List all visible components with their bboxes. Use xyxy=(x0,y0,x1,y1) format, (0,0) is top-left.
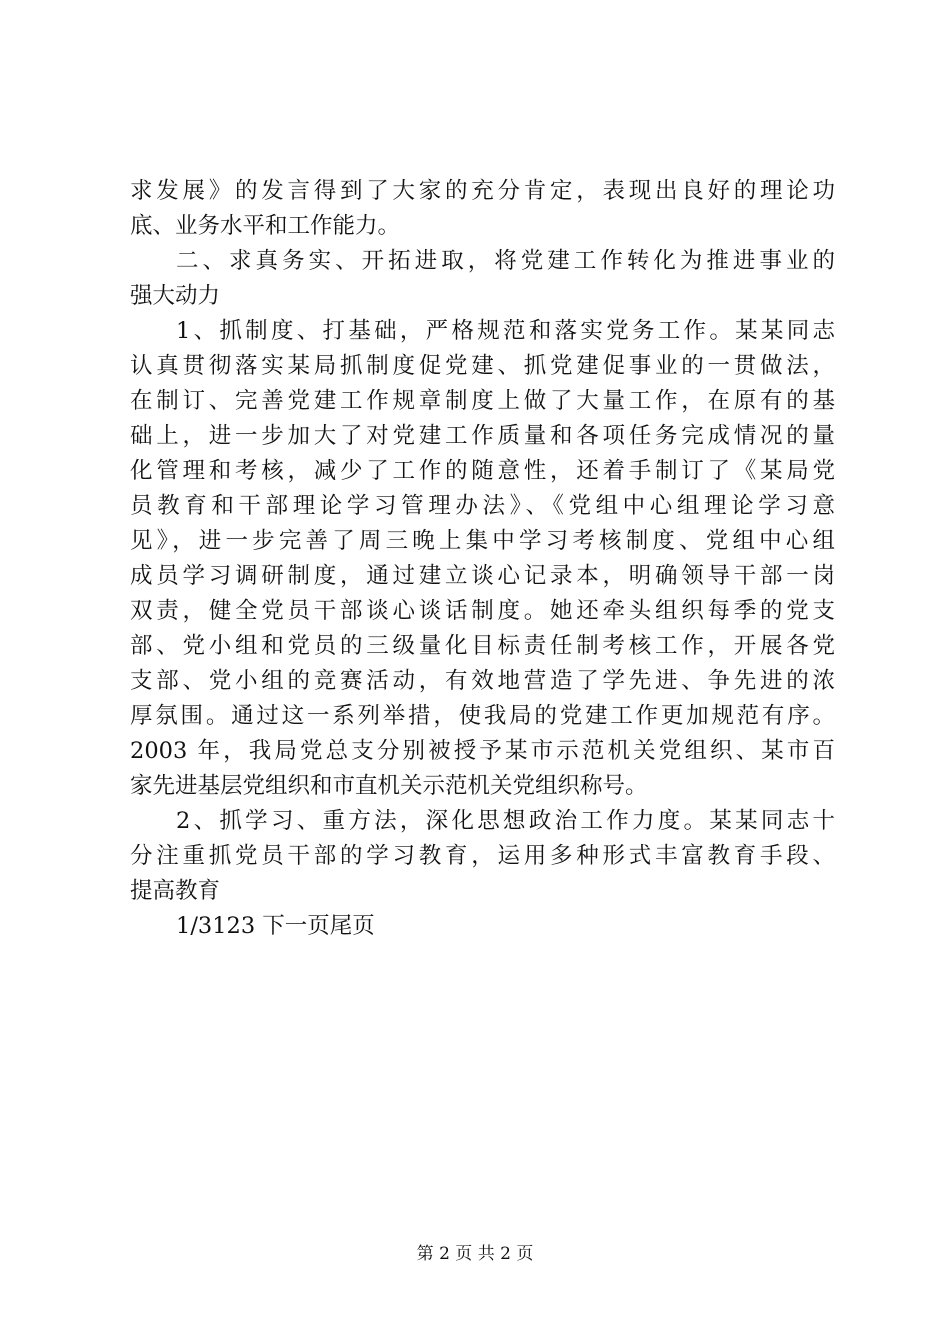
text-line: 部、党小组和党员的三级量化目标责任制考核工作，开展各党 xyxy=(130,633,835,659)
page-footer: 第 2 页 共 2 页 xyxy=(416,1244,534,1264)
text-line: 化管理和考核，减少了工作的随意性，还着手制订了《某局党 xyxy=(130,458,835,484)
text-line: 支部、党小组的竞赛活动，有效地营造了学先进、争先进的浓 xyxy=(130,668,835,694)
document-body xyxy=(130,174,835,944)
text-line: 员教育和干部理论学习管理办法》、《党组中心组理论学习意 xyxy=(130,493,835,519)
text-line: 提高教育 xyxy=(130,878,221,904)
text-line: 2、抓学习、重方法，深化思想政治工作力度。某某同志十 xyxy=(176,808,835,834)
text-line: 家先进基层党组织和市直机关示范机关党组织称号。 xyxy=(130,773,648,799)
text-line: 二、求真务实、开拓进取，将党建工作转化为推进事业的 xyxy=(176,248,835,274)
text-line: 双责，健全党员干部谈心谈话制度。她还牵头组织每季的党支 xyxy=(130,598,835,624)
text-line: 1/3123 下一页尾页 xyxy=(176,913,375,939)
text-line: 成员学习调研制度，通过建立谈心记录本，明确领导干部一岗 xyxy=(130,563,835,589)
text-line: 础上，进一步加大了对党建工作质量和各项任务完成情况的量 xyxy=(130,423,835,449)
text-line: 分注重抓党员干部的学习教育，运用多种形式丰富教育手段、 xyxy=(130,843,835,869)
text-line: 求发展》的发言得到了大家的充分肯定，表现出良好的理论功 xyxy=(130,178,835,204)
text-line: 认真贯彻落实某局抓制度促党建、抓党建促事业的一贯做法， xyxy=(130,353,835,379)
text-line: 1、抓制度、打基础，严格规范和落实党务工作。某某同志 xyxy=(176,318,835,344)
text-line: 底、业务水平和工作能力。 xyxy=(130,213,401,239)
text-line: 2003 年，我局党总支分别被授予某市示范机关党组织、某市百 xyxy=(130,738,835,764)
text-line: 在制订、完善党建工作规章制度上做了大量工作，在原有的基 xyxy=(130,388,835,414)
text-line: 见》，进一步完善了周三晚上集中学习考核制度、党组中心组 xyxy=(130,528,835,554)
text-line: 厚氛围。通过这一系列举措，使我局的党建工作更加规范有序。 xyxy=(130,703,835,729)
text-line: 强大动力 xyxy=(130,283,221,309)
